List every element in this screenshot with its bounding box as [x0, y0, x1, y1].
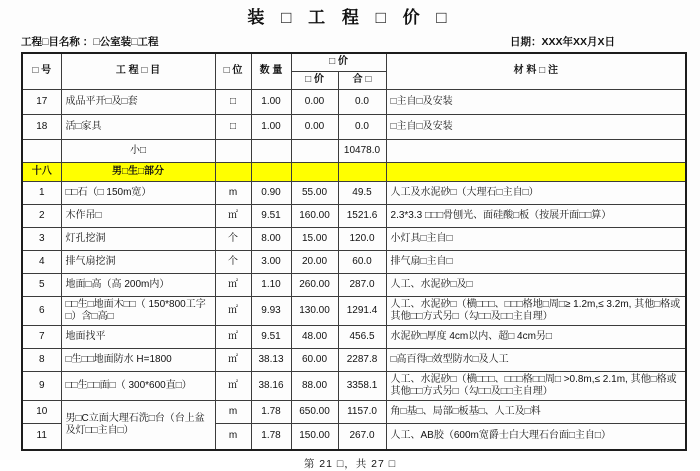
material-cell: 人工、水泥砂□（横□□□、□□□格地□周□≥ 1.2m,≤ 3.2m, 其他□格或其他□□方式另□（勾□□及□□主自理） [386, 296, 686, 325]
row-no-cell: 10 [22, 400, 61, 423]
row-no-cell: 2 [22, 204, 61, 227]
unit-price-cell: 60.00 [291, 348, 338, 371]
item-name-cell: □□生□地面木□□（ 150*800工字□）含□高□ [61, 296, 215, 325]
total-price-cell: 287.0 [338, 273, 386, 296]
unit-cell: m [215, 181, 251, 204]
table-row [22, 227, 686, 250]
qty-cell: 38.16 [251, 371, 291, 400]
section-no-cell: 十八 [22, 162, 61, 181]
date-label: 日期：XXX年XX月X日 [509, 36, 615, 48]
table-row [22, 114, 686, 139]
row-no-cell: 3 [22, 227, 61, 250]
unit-price-cell: 650.00 [291, 400, 338, 423]
row-no-cell: 4 [22, 250, 61, 273]
table-row [22, 89, 686, 114]
material-cell: 水泥砂□厚度 4cm以内、超□ 4cm另□ [386, 325, 686, 348]
material-cell: 人工、水泥砂□（横□□□、□□□格□□周□ >0.8m,≤ 2.1m, 其他□格或其他□□方式另□（勾□□及□□主自理） [386, 371, 686, 400]
qty-cell: 9.51 [251, 325, 291, 348]
table-row [22, 250, 686, 273]
row-no-cell: 1 [22, 181, 61, 204]
item-name-cell: 木作吊□ [61, 204, 215, 227]
subtotal-value-cell: 10478.0 [338, 139, 386, 162]
unit-cell [215, 139, 251, 162]
material-cell: 人工、AB胶（600m宽爵士白大理石台面□主自□） [386, 423, 686, 450]
unit-price-cell: 0.00 [291, 89, 338, 114]
table-row [22, 325, 686, 348]
row-no-cell: 6 [22, 296, 61, 325]
unit-price-cell: 150.00 [291, 423, 338, 450]
material-cell [386, 162, 686, 181]
meta-bar [21, 34, 679, 49]
table-header [22, 53, 686, 89]
qty-cell: 0.90 [251, 181, 291, 204]
subtotal-label-cell: 小□ [61, 139, 215, 162]
unit-price-cell: 20.00 [291, 250, 338, 273]
unit-cell: m [215, 423, 251, 450]
total-price-cell: 1291.4 [338, 296, 386, 325]
unit-cell: ㎡ [215, 296, 251, 325]
material-cell: □主自□及安装 [386, 89, 686, 114]
subtotal-row [22, 139, 686, 162]
total-price-cell: 0.0 [338, 114, 386, 139]
qty-cell: 1.00 [251, 89, 291, 114]
qty-cell: 3.00 [251, 250, 291, 273]
qty-cell: 1.10 [251, 273, 291, 296]
header-qty: 数 量 [251, 53, 291, 89]
table-row [22, 204, 686, 227]
total-price-cell [338, 162, 386, 181]
header-total-price: 合 □ [338, 71, 386, 89]
header-no: □ 号 [22, 53, 61, 89]
item-name-cell: 地面□高（高 200m内） [61, 273, 215, 296]
unit-cell: □ [215, 89, 251, 114]
row-no-cell: 18 [22, 114, 61, 139]
table-row [22, 273, 686, 296]
header-item: 工 程 □ 目 [61, 53, 215, 89]
table-row [22, 400, 686, 423]
header-price-group: □ 价 [291, 53, 386, 71]
material-cell: □主自□及安装 [386, 114, 686, 139]
header-unit: □ 位 [215, 53, 251, 89]
total-price-cell: 456.5 [338, 325, 386, 348]
item-name-cell: 活□家具 [61, 114, 215, 139]
row-no-cell: 7 [22, 325, 61, 348]
total-price-cell: 60.0 [338, 250, 386, 273]
header-unit-price: □ 价 [291, 71, 338, 89]
table-row [22, 371, 686, 400]
qty-cell [251, 162, 291, 181]
unit-cell: 个 [215, 250, 251, 273]
header-material: 材 料 □ 注 [386, 53, 686, 89]
row-no-cell: 5 [22, 273, 61, 296]
unit-price-cell: 55.00 [291, 181, 338, 204]
total-price-cell: 2287.8 [338, 348, 386, 371]
material-cell: 2.3*3.3 □□□骨刨光、面硅酸□板（按展开面□□算） [386, 204, 686, 227]
total-price-cell: 120.0 [338, 227, 386, 250]
unit-cell: ㎡ [215, 204, 251, 227]
unit-cell: m [215, 400, 251, 423]
project-name-label: 工程□目名称 ：□公室装□工程 [21, 36, 159, 48]
qty-cell: 1.78 [251, 400, 291, 423]
unit-price-cell [291, 139, 338, 162]
unit-cell [215, 162, 251, 181]
row-no-cell: 9 [22, 371, 61, 400]
item-name-cell: □□石（□ 150m宽） [61, 181, 215, 204]
unit-price-cell: 88.00 [291, 371, 338, 400]
total-price-cell: 1521.6 [338, 204, 386, 227]
section-row [22, 162, 686, 181]
unit-cell: ㎡ [215, 325, 251, 348]
row-no-cell: 17 [22, 89, 61, 114]
table-row [22, 348, 686, 371]
unit-price-cell: 0.00 [291, 114, 338, 139]
total-price-cell: 3358.1 [338, 371, 386, 400]
unit-cell: ㎡ [215, 348, 251, 371]
total-price-cell: 49.5 [338, 181, 386, 204]
qty-cell: 9.51 [251, 204, 291, 227]
item-name-cell: 排气扇挖洞 [61, 250, 215, 273]
qty-cell: 1.00 [251, 114, 291, 139]
total-price-cell: 1157.0 [338, 400, 386, 423]
item-name-cell: 地面找平 [61, 325, 215, 348]
material-cell: 人工及水泥砂□（大理石□主自□） [386, 181, 686, 204]
qty-cell [251, 139, 291, 162]
table-row [22, 296, 686, 325]
unit-price-cell: 48.00 [291, 325, 338, 348]
total-price-cell: 0.0 [338, 89, 386, 114]
quotation-table [21, 52, 687, 451]
unit-cell: ㎡ [215, 273, 251, 296]
section-title-cell: 男□生□部分 [61, 162, 215, 181]
material-cell: 排气扇□主自□ [386, 250, 686, 273]
material-cell: 人工、水泥砂□及□ [386, 273, 686, 296]
qty-cell: 9.93 [251, 296, 291, 325]
material-cell: 小灯具□主自□ [386, 227, 686, 250]
unit-price-cell: 160.00 [291, 204, 338, 227]
material-cell: □高百得□效型防水□及人工 [386, 348, 686, 371]
qty-cell: 1.78 [251, 423, 291, 450]
unit-price-cell: 15.00 [291, 227, 338, 250]
qty-cell: 8.00 [251, 227, 291, 250]
item-name-cell-merged: 男□C立面大理石洗□台（台上盆及灯□□主自□） [61, 400, 215, 450]
page-number-footer: 第 21 □，共 27 □ [303, 458, 397, 470]
row-no-cell [22, 139, 61, 162]
row-no-cell: 11 [22, 423, 61, 450]
unit-price-cell: 130.00 [291, 296, 338, 325]
unit-cell: □ [215, 114, 251, 139]
item-name-cell: 成品平开□及□套 [61, 89, 215, 114]
row-no-cell: 8 [22, 348, 61, 371]
header-row-1 [22, 53, 686, 71]
unit-price-cell [291, 162, 338, 181]
unit-cell: ㎡ [215, 371, 251, 400]
unit-price-cell: 260.00 [291, 273, 338, 296]
item-name-cell: □□生□□面□（ 300*600直□） [61, 371, 215, 400]
table-row [22, 181, 686, 204]
unit-cell: 个 [215, 227, 251, 250]
page-title: 装 □ 工 程 □ 价 □ [247, 8, 453, 27]
qty-cell: 38.13 [251, 348, 291, 371]
item-name-cell: 灯孔挖洞 [61, 227, 215, 250]
material-cell [386, 139, 686, 162]
item-name-cell: □生□□地面防水 H=1800 [61, 348, 215, 371]
total-price-cell: 267.0 [338, 423, 386, 450]
material-cell: 角□基□、局部□板基□、人工及□料 [386, 400, 686, 423]
